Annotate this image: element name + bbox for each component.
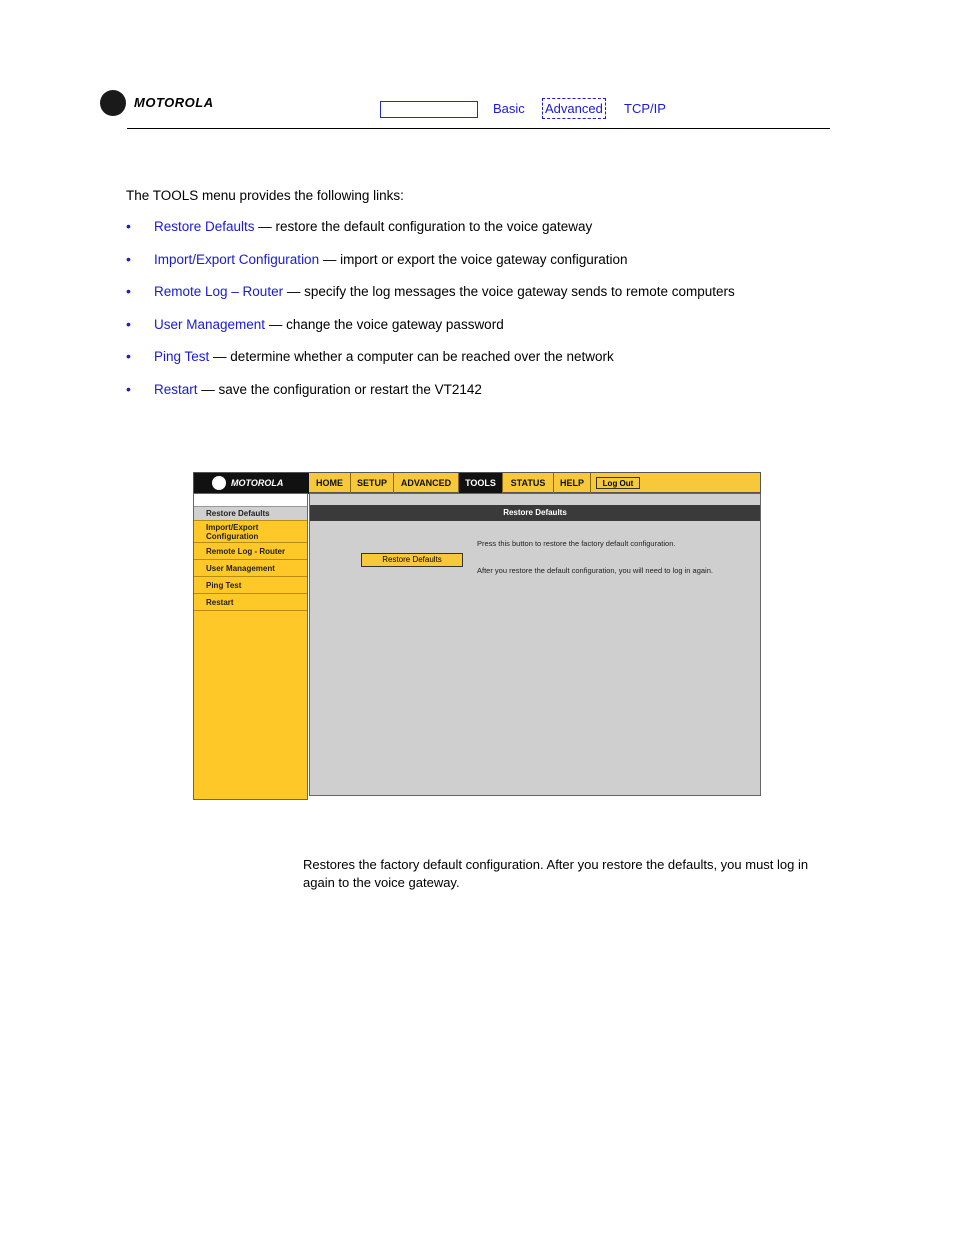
motorola-logo-icon bbox=[212, 476, 226, 490]
menu-help[interactable]: HELP bbox=[554, 473, 591, 494]
menu-setup[interactable]: SETUP bbox=[351, 473, 394, 494]
sidebar-item-ping-test[interactable]: Ping Test bbox=[194, 577, 307, 594]
bullet-icon: • bbox=[126, 380, 131, 397]
link-description: — restore the default configuration to the voice gateway bbox=[254, 219, 593, 234]
bullet-icon: • bbox=[126, 348, 131, 365]
panel-instruction-1: Press this button to restore the factory default configuration. bbox=[477, 539, 676, 548]
menu-advanced[interactable]: ADVANCED bbox=[394, 473, 459, 494]
link-restore-defaults[interactable]: Restore Defaults bbox=[154, 219, 255, 234]
panel-title: Restore Defaults bbox=[310, 505, 760, 521]
brand-name: MOTOROLA bbox=[134, 95, 214, 110]
intro-text: The TOOLS menu provides the following links: bbox=[126, 188, 404, 203]
screenshot-brand bbox=[194, 473, 309, 494]
menu-status[interactable]: STATUS bbox=[503, 473, 554, 494]
list-item bbox=[126, 317, 826, 350]
top-menu-bar bbox=[193, 472, 761, 493]
sidebar-item-restore-defaults[interactable]: Restore Defaults bbox=[194, 507, 307, 521]
link-ping-test[interactable]: Ping Test bbox=[154, 349, 210, 365]
list-item bbox=[126, 284, 826, 317]
link-description: — change the voice gateway password bbox=[265, 316, 504, 332]
link-user-management[interactable]: User Management bbox=[154, 316, 266, 332]
link-description: — import or export the voice gateway configuration bbox=[319, 251, 628, 267]
search-input[interactable] bbox=[380, 101, 478, 118]
panel-instruction-2: After you restore the default configuration, you will need to log in again. bbox=[477, 566, 713, 575]
restore-defaults-description: Restores the factory default configuration. After you restore the defaults, you must log in again to the voice gateway. bbox=[303, 857, 809, 890]
nav-basic[interactable]: Basic bbox=[493, 101, 525, 116]
bullet-icon: • bbox=[126, 250, 131, 267]
link-restart[interactable]: Restart bbox=[154, 381, 198, 397]
menu-home[interactable]: HOME bbox=[309, 473, 351, 494]
sidebar bbox=[193, 493, 308, 800]
logout-button[interactable]: Log Out bbox=[596, 477, 640, 489]
nav-tcpip[interactable]: TCP/IP bbox=[624, 101, 666, 116]
restore-defaults-screenshot bbox=[193, 472, 761, 800]
link-description: — specify the log messages the voice gateway sends to remote computers bbox=[283, 284, 735, 300]
screenshot-brand-text: MOTOROLA bbox=[231, 478, 284, 488]
link-remote-log[interactable]: Remote Log – Router bbox=[154, 284, 284, 300]
link-description: — determine whether a computer can be reached over the network bbox=[209, 349, 614, 365]
restore-defaults-button[interactable]: Restore Defaults bbox=[361, 553, 463, 567]
sidebar-item-user-management[interactable]: User Management bbox=[194, 560, 307, 577]
list-item bbox=[126, 252, 826, 285]
nav-advanced[interactable]: Advanced bbox=[545, 101, 603, 116]
sidebar-item-import-export[interactable]: Import/Export Configuration bbox=[194, 521, 307, 543]
sidebar-item-restart[interactable]: Restart bbox=[194, 594, 307, 611]
list-item bbox=[126, 382, 826, 415]
list-item bbox=[126, 219, 826, 252]
menu-tools[interactable]: TOOLS bbox=[459, 473, 503, 494]
bullet-icon: • bbox=[126, 283, 131, 300]
sidebar-item-remote-log[interactable]: Remote Log - Router bbox=[194, 543, 307, 560]
bullet-icon: • bbox=[126, 218, 131, 234]
content-panel bbox=[309, 493, 761, 796]
list-item bbox=[126, 349, 826, 382]
sidebar-spacer bbox=[194, 494, 307, 507]
header-divider bbox=[127, 128, 830, 129]
motorola-logo-icon bbox=[100, 90, 126, 116]
tools-link-list bbox=[126, 219, 826, 415]
link-import-export[interactable]: Import/Export Configuration bbox=[154, 251, 320, 267]
link-description: — save the configuration or restart the VT2142 bbox=[197, 381, 482, 397]
bullet-icon: • bbox=[126, 315, 131, 332]
